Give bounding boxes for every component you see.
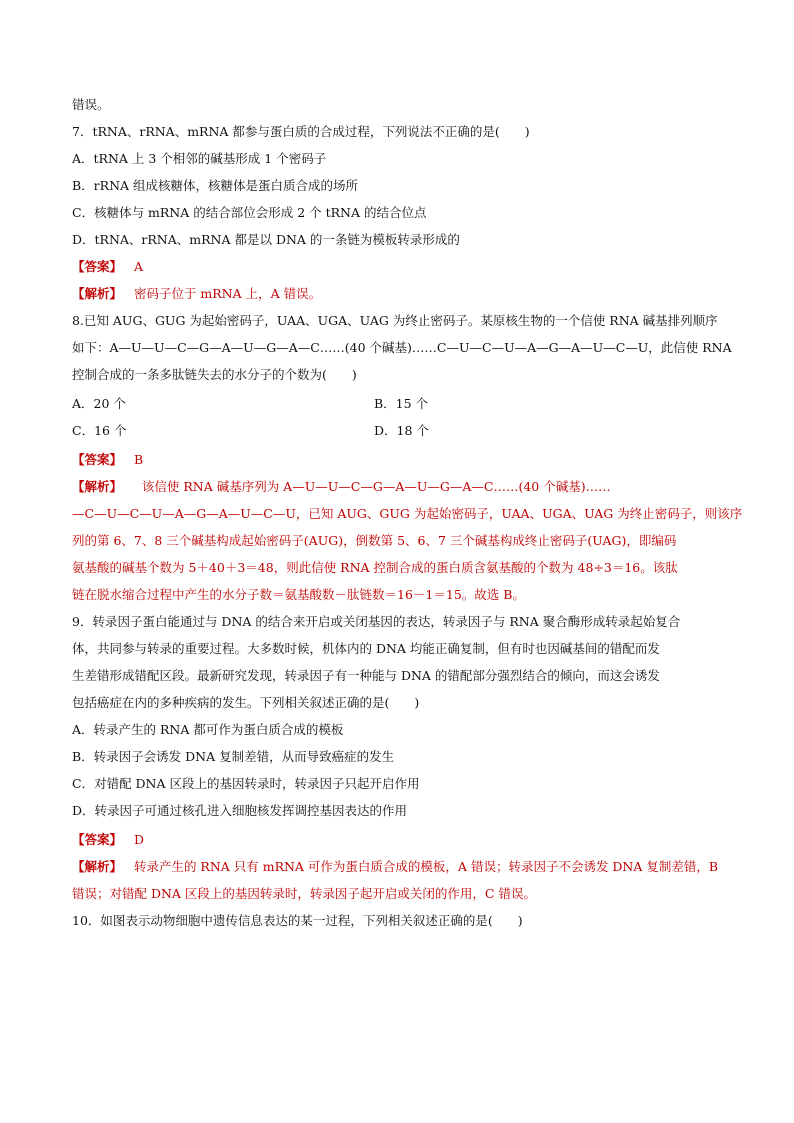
analysis-text: 密码子位于 mRNA 上，A 错误。 — [133, 286, 322, 301]
question-8-option-b: B．15 个 — [374, 396, 429, 411]
analysis-label: 【解析】 — [72, 859, 123, 874]
question-8-stem-1: 8.已知 AUG、GUG 为起始密码子，UAA、UGA、UAG 为终止密码子。某原核生物的一个信使 RNA 碱基排列顺序 — [72, 313, 718, 328]
question-8-analysis-1 — [72, 478, 742, 496]
question-8-option-a: A．20 个 — [72, 396, 126, 411]
analysis-text: 该信使 RNA 碱基序列为 A—U—U—C—G—A—U—G—A—C……(40 个碱基)…… — [141, 479, 611, 494]
question-7-option-a: A．tRNA 上 3 个相邻的碱基形成 1 个密码子 — [72, 151, 327, 166]
question-9-stem-3: 生差错形成错配区段。最新研究发现，转录因子有一种能与 DNA 的错配部分强烈结合的倾向，而这会诱发 — [72, 668, 660, 683]
answer-value: B — [133, 452, 144, 467]
question-8-analysis-5: 链在脱水缩合过程中产生的水分子数＝氨基酸数－肽链数＝16－1＝15。故选 B。 — [72, 587, 525, 602]
question-8-option-c: C．16 个 — [72, 423, 127, 438]
question-8-answer — [72, 451, 143, 469]
question-8-option-d: D．18 个 — [374, 423, 429, 438]
question-9-analysis-2: 错误；对错配 DNA 区段上的基因转录时，转录因子起开启或关闭的作用，C 错误。 — [72, 886, 536, 901]
question-10-stem: 10．如图表示动物细胞中遗传信息表达的某一过程，下列相关叙述正确的是( ) — [72, 913, 523, 928]
question-7-option-d: D．tRNA、rRNA、mRNA 都是以 DNA 的一条链为模板转录形成的 — [72, 232, 460, 247]
question-7-option-c: C．核糖体与 mRNA 的结合部位会形成 2 个 tRNA 的结合位点 — [72, 205, 427, 220]
question-9-option-c: C．对错配 DNA 区段上的基因转录时，转录因子只起开启作用 — [72, 776, 420, 791]
question-9-analysis-1 — [72, 858, 718, 876]
question-8-stem-3: 控制合成的一条多肽链失去的水分子的个数为( ) — [72, 367, 357, 382]
question-8-analysis-4: 氨基酸的碱基个数为 5＋40＋3＝48，则此信使 RNA 控制合成的蛋白质含氨基酸的个数为 48÷3＝16。该肽 — [72, 560, 678, 575]
question-9-stem-4: 包括癌症在内的多种疾病的发生。下列相关叙述正确的是( ) — [72, 695, 420, 710]
prev-analysis-tail: 错误。 — [72, 97, 110, 112]
question-9-answer — [72, 831, 144, 849]
answer-value: A — [133, 259, 143, 274]
question-8-stem-2: 如下：A—U—U—C—G—A—U—G—A—C……(40 个碱基)……C—U—C—U—A—G—A—U—C—U，此信使 RNA — [72, 340, 732, 355]
analysis-text: 转录产生的 RNA 只有 mRNA 可作为蛋白质合成的模板，A 错误；转录因子不会诱发 DNA 复制差错，B — [133, 859, 719, 874]
question-8-analysis-3: 列的第 6、7、8 三个碱基构成起始密码子(AUG)，倒数第 5、6、7 三个碱基构成终止密码子(UAG)，即编码 — [72, 533, 677, 548]
question-9-option-a: A．转录产生的 RNA 都可作为蛋白质合成的模板 — [72, 722, 344, 737]
question-9-option-d: D．转录因子可通过核孔进入细胞核发挥调控基因表达的作用 — [72, 803, 408, 818]
question-9-stem-1: 9．转录因子蛋白能通过与 DNA 的结合来开启或关闭基因的表达，转录因子与 RNA 聚合酶形成转录起始复合 — [72, 614, 681, 629]
answer-value: D — [133, 832, 144, 847]
question-9-stem-2: 体，共同参与转录的重要过程。大多数时候，机体内的 DNA 均能正确复制，但有时也因碱基间的错配而发 — [72, 641, 660, 656]
question-7-analysis — [72, 285, 321, 303]
question-9-option-b: B．转录因子会诱发 DNA 复制差错，从而导致癌症的发生 — [72, 749, 395, 764]
analysis-label: 【解析】 — [72, 479, 123, 494]
question-7-answer — [72, 258, 143, 276]
question-8-options-row-1 — [72, 395, 747, 413]
question-7-stem: 7．tRNA、rRNA、mRNA 都参与蛋白质的合成过程，下列说法不正确的是( ) — [72, 124, 530, 139]
question-7-option-b: B．rRNA 组成核糖体，核糖体是蛋白质合成的场所 — [72, 178, 359, 193]
analysis-label: 【解析】 — [72, 286, 123, 301]
question-8-analysis-2: —C—U—C—U—A—G—A—U—C—U，已知 AUG、GUG 为起始密码子，UAA、UGA、UAG 为终止密码子，则该序 — [72, 506, 743, 521]
question-8-options-row-2 — [72, 422, 747, 440]
answer-label: 【答案】 — [72, 832, 123, 847]
answer-label: 【答案】 — [72, 259, 123, 274]
answer-label: 【答案】 — [72, 452, 123, 467]
